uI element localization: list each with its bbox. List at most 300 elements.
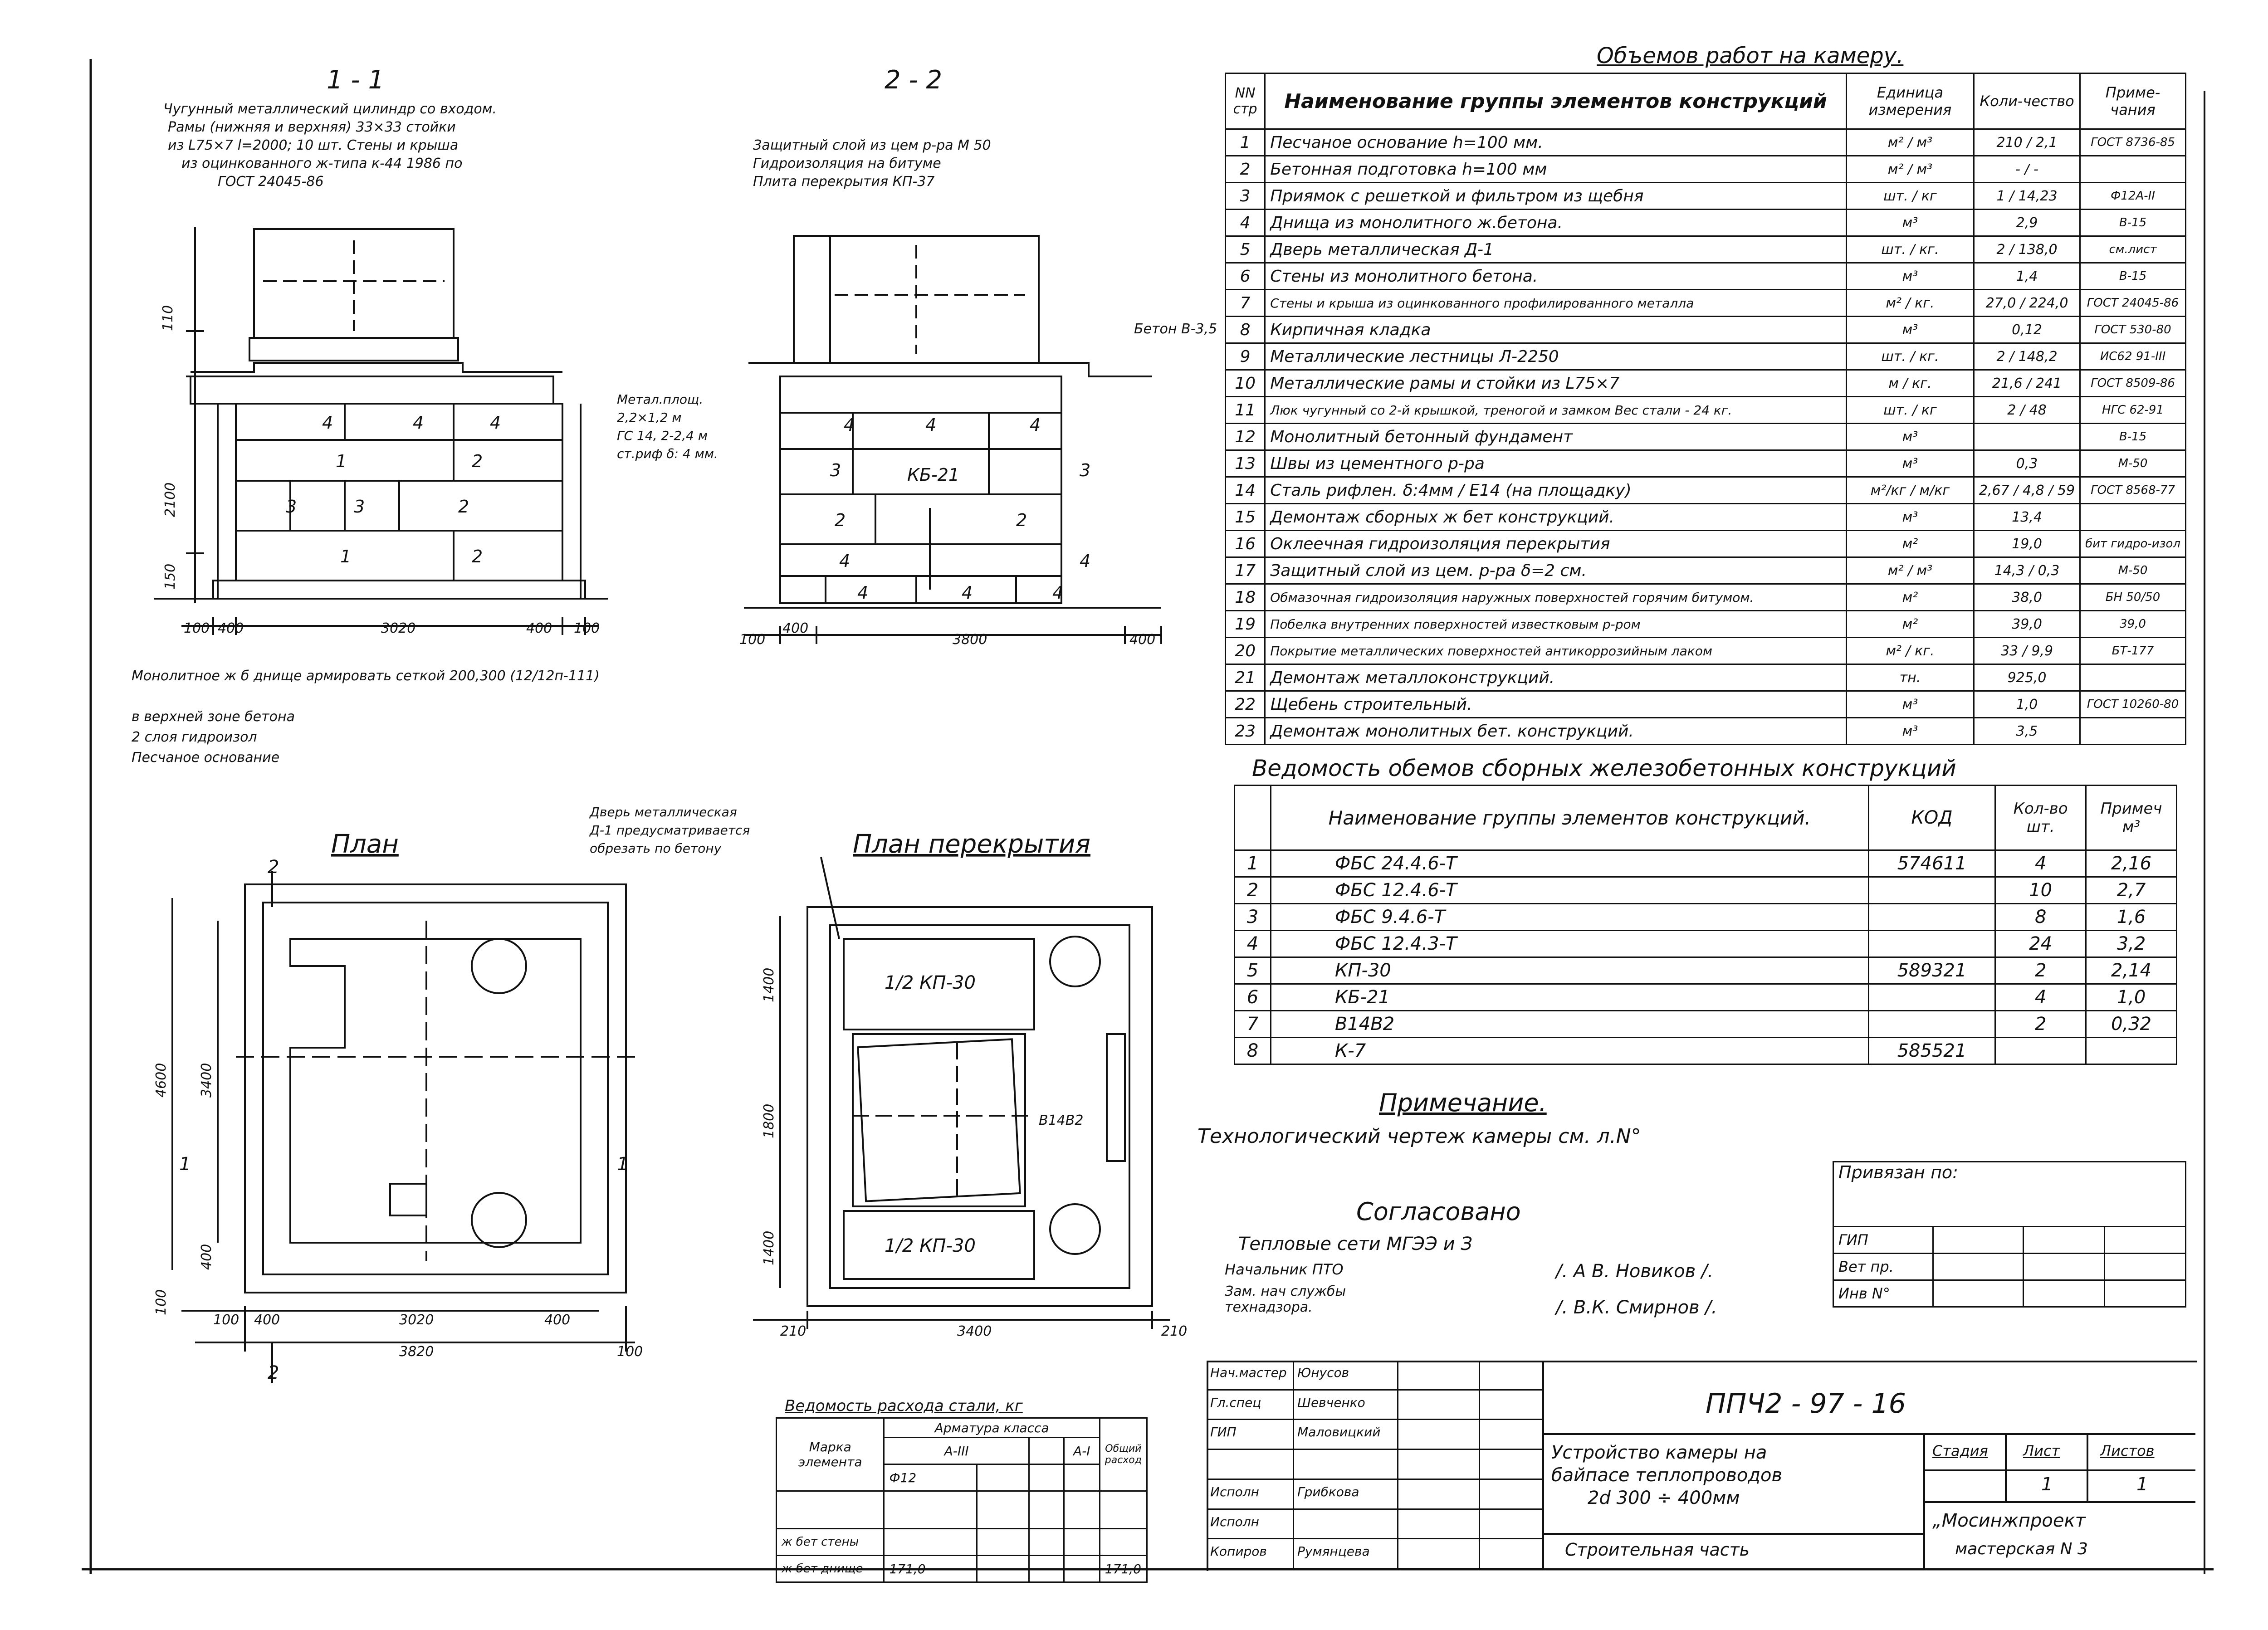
dim-label: 400 xyxy=(544,1312,571,1328)
steel-header-cell: Марка элемента xyxy=(777,1418,884,1491)
dim-label: 3820 xyxy=(399,1344,434,1360)
precast-row-code xyxy=(1868,931,1995,957)
works-row-number: 22 xyxy=(1226,691,1265,718)
block-label: 4 xyxy=(844,415,855,435)
works-row-note xyxy=(2080,504,2186,531)
works-row-name: Оклеечная гидроизоляция перекрытия xyxy=(1265,531,1847,557)
title-block-divider xyxy=(2005,1433,2007,1501)
works-row-note: ГОСТ 8509-86 xyxy=(2080,370,2186,397)
dim-label: 400 xyxy=(782,620,809,636)
works-row xyxy=(1226,290,2186,317)
works-row-note: ГОСТ 8736-85 xyxy=(2080,129,2186,156)
works-row-name: Бетонная подготовка h=100 мм xyxy=(1265,156,1847,183)
works-row-name: Металлические лестницы Л-2250 xyxy=(1265,343,1847,370)
dim-label: 400 xyxy=(526,620,552,636)
works-row xyxy=(1226,584,2186,611)
works-row-unit: м² / м³ xyxy=(1846,156,1974,183)
precast-row-count: 10 xyxy=(1995,877,2086,904)
works-row-name: Монолитный бетонный фундамент xyxy=(1265,424,1847,450)
works-row xyxy=(1226,424,2186,450)
works-row-name: Обмазочная гидроизоляция наружных поверхностей горячим битумом. xyxy=(1265,584,1847,611)
privyazan-table xyxy=(1833,1161,2186,1308)
precast-row-count: 4 xyxy=(1995,850,2086,877)
steel-row-value xyxy=(1100,1529,1147,1556)
precast-row xyxy=(1235,850,2177,877)
works-row-note: М-50 xyxy=(2080,450,2186,477)
block-label: 2 xyxy=(472,547,483,566)
section-2-2-title: 2 - 2 xyxy=(885,65,943,95)
dim-label: 100 xyxy=(739,632,766,648)
dim-label: 400 xyxy=(254,1312,280,1328)
precast-header-cell: Примеч м³ xyxy=(2086,786,2177,850)
sheets-header: Листов xyxy=(2100,1442,2155,1459)
works-row-number: 3 xyxy=(1226,183,1265,210)
sheet-header: Лист xyxy=(2023,1442,2060,1459)
precast-header-cell xyxy=(1235,786,1271,850)
block-label: 1 xyxy=(340,547,352,566)
works-row-quantity: 1,0 xyxy=(1974,691,2080,718)
stamp-divider xyxy=(1293,1391,1294,1419)
works-row-number: 21 xyxy=(1226,664,1265,691)
works-row-unit: м² xyxy=(1846,611,1974,638)
works-row xyxy=(1226,210,2186,236)
precast-row-name: ФБС 9.4.6-Т xyxy=(1271,904,1868,931)
stamp-divider xyxy=(1293,1450,1294,1479)
stamp-divider xyxy=(1293,1539,1294,1568)
works-row xyxy=(1226,450,2186,477)
precast-row-volume: 1,0 xyxy=(2086,984,2177,1011)
works-row xyxy=(1226,397,2186,424)
dim-label: 210 xyxy=(1161,1323,1188,1339)
block-label: 4 xyxy=(839,551,850,571)
works-row xyxy=(1226,263,2186,290)
works-row-unit: м³ xyxy=(1846,424,1974,450)
steel-subheader: А-III xyxy=(884,1438,1029,1464)
precast-row-count: 4 xyxy=(1995,984,2086,1011)
block-label: 4 xyxy=(413,413,424,433)
works-row-number: 13 xyxy=(1226,450,1265,477)
block-label: 3 xyxy=(1080,460,1091,480)
stamp-divider xyxy=(1479,1361,1480,1389)
precast-row-number: 3 xyxy=(1235,904,1271,931)
stamp-divider xyxy=(1397,1391,1398,1419)
section-2-2-block-labels xyxy=(830,415,1090,603)
works-row-note xyxy=(2080,718,2186,745)
works-row xyxy=(1226,129,2186,156)
steel-row-value: 171,0 xyxy=(884,1556,977,1582)
block-label: 3 xyxy=(286,497,297,517)
steel-row-label: ж бет стены xyxy=(777,1529,884,1556)
stamp-divider xyxy=(1397,1480,1398,1508)
agreed-org: Тепловые сети МГЭЭ и З xyxy=(1238,1234,1473,1254)
works-row-name: Демонтаж монолитных бет. конструкций. xyxy=(1265,718,1847,745)
precast-row-name: КБ-21 xyxy=(1271,984,1868,1011)
dim-label: 3020 xyxy=(399,1312,434,1328)
section-1-1-block-labels xyxy=(286,413,501,566)
works-row-name: Стены из монолитного бетона. xyxy=(1265,263,1847,290)
stamp-divider xyxy=(1397,1361,1398,1389)
plan-cover-drawing xyxy=(753,857,1170,1329)
section-2-2-notes xyxy=(753,137,991,190)
works-row-quantity: 2,67 / 4,8 / 59 xyxy=(1974,477,2080,504)
section-mark: 1 xyxy=(179,1154,191,1175)
works-row-unit: шт. / кг xyxy=(1846,183,1974,210)
works-row-unit: шт. / кг xyxy=(1846,397,1974,424)
block-label: 2 xyxy=(458,497,469,517)
works-row-number: 15 xyxy=(1226,504,1265,531)
stamp-person-row xyxy=(1207,1361,1542,1391)
organization-unit: мастерская N 3 xyxy=(1955,1540,2088,1558)
plan-cover-labels xyxy=(885,972,1083,1256)
steel-row-value: 171,0 xyxy=(1100,1556,1147,1582)
works-row-unit: м / кг. xyxy=(1846,370,1974,397)
works-row-unit: м³ xyxy=(1846,263,1974,290)
works-row-unit: м³ xyxy=(1846,450,1974,477)
precast-row-count: 8 xyxy=(1995,904,2086,931)
section-2-2-note: Плита перекрытия КП-37 xyxy=(753,174,935,190)
works-row-unit: м² xyxy=(1846,531,1974,557)
foundation-note: в верхней зоне бетона xyxy=(132,709,295,725)
works-row-note: см.лист xyxy=(2080,236,2186,263)
drawing-part: Строительная часть xyxy=(1565,1540,1750,1560)
precast-row-volume xyxy=(2086,1038,2177,1064)
stamp-role: ГИП xyxy=(1210,1425,1237,1440)
works-row-number: 1 xyxy=(1226,129,1265,156)
works-row-name: Щебень строительный. xyxy=(1265,691,1847,718)
precast-row-code xyxy=(1868,1011,1995,1038)
works-row-note: В-15 xyxy=(2080,424,2186,450)
precast-row-code: 589321 xyxy=(1868,957,1995,984)
stamp-divider xyxy=(1397,1420,1398,1449)
works-row-number: 17 xyxy=(1226,557,1265,584)
precast-row-name: ФБС 12.4.6-Т xyxy=(1271,877,1868,904)
steel-diameter: Ф12 xyxy=(884,1464,977,1491)
drawing-code: ППЧ2 - 97 - 16 xyxy=(1706,1388,1906,1420)
plan-cover-note-line: обрезать по бетону xyxy=(590,841,722,856)
dim-label: 100 xyxy=(574,620,600,636)
works-row-note: ГОСТ 8568-77 xyxy=(2080,477,2186,504)
works-row-unit: м³ xyxy=(1846,210,1974,236)
stamp-name: Румянцева xyxy=(1297,1544,1370,1559)
steel-table-title: Ведомость расхода стали, кг xyxy=(785,1397,1023,1415)
section-1-1-note: Рамы (нижняя и верхняя) 33×33 стойки xyxy=(168,119,456,135)
plan-title: План xyxy=(331,830,399,859)
works-row-name: Днища из монолитного ж.бетона. xyxy=(1265,210,1847,236)
works-row-name: Стены и крыша из оцинкованного профилированного металла xyxy=(1265,290,1847,317)
precast-header-cell: Кол-во шт. xyxy=(1995,786,2086,850)
dim-label: 210 xyxy=(780,1323,807,1339)
works-header-cell: Приме-чания xyxy=(2080,73,2186,129)
stamp-divider xyxy=(1293,1420,1294,1449)
works-row-name: Люк чугунный со 2-й крышкой, треногой и замком Вес стали - 24 кг. xyxy=(1265,397,1847,424)
drawing-title-line: Устройство камеры на xyxy=(1551,1442,1767,1463)
precast-row-code xyxy=(1868,904,1995,931)
block-label: 4 xyxy=(1052,583,1064,603)
agreed-role: Зам. нач службы технадзора. xyxy=(1225,1284,1346,1315)
works-row xyxy=(1226,504,2186,531)
dim-label: 400 xyxy=(218,620,244,636)
stamp-people xyxy=(1207,1361,1542,1569)
stamp-person-row xyxy=(1207,1510,1542,1540)
stamp-role: Исполн xyxy=(1210,1514,1259,1529)
works-row-number: 2 xyxy=(1226,156,1265,183)
works-header-cell: Наименование группы элементов конструкций xyxy=(1265,73,1847,129)
works-row-quantity: 19,0 xyxy=(1974,531,2080,557)
works-row xyxy=(1226,477,2186,504)
works-row-unit: м³ xyxy=(1846,691,1974,718)
dim-label: 1400 xyxy=(761,1230,777,1265)
works-row-number: 20 xyxy=(1226,638,1265,664)
precast-table xyxy=(1234,785,2177,1065)
works-row-name: Металлические рамы и стойки из L75×7 xyxy=(1265,370,1847,397)
plan-section-marks xyxy=(179,857,628,1383)
works-row-note: ГОСТ 24045-86 xyxy=(2080,290,2186,317)
steel-row-value xyxy=(884,1529,977,1556)
works-row-number: 8 xyxy=(1226,317,1265,343)
block-label: 4 xyxy=(322,413,333,433)
works-header-cell: Единица измерения xyxy=(1846,73,1974,129)
steel-subheader: А-I xyxy=(1064,1438,1100,1464)
dim-label: 3800 xyxy=(953,632,987,648)
section-1-1-note: Чугунный металлический цилиндр со входом. xyxy=(163,101,497,117)
works-row-name: Побелка внутренних поверхностей известковым р-ром xyxy=(1265,611,1847,638)
works-row-quantity: 0,12 xyxy=(1974,317,2080,343)
plan-dims xyxy=(153,1063,643,1360)
slab-label: 1/2 КП-30 xyxy=(885,972,976,993)
precast-row-number: 4 xyxy=(1235,931,1271,957)
stamp-divider xyxy=(1479,1391,1480,1419)
precast-row-volume: 3,2 xyxy=(2086,931,2177,957)
steel-header-cell: Общий расход xyxy=(1100,1418,1147,1491)
works-row-number: 11 xyxy=(1226,397,1265,424)
block-label: 3 xyxy=(354,497,365,517)
section-1-1-drawing xyxy=(154,227,608,635)
stamp-divider xyxy=(1479,1539,1480,1568)
stamp-divider xyxy=(1293,1510,1294,1538)
works-row xyxy=(1226,557,2186,584)
dim-label: 100 xyxy=(153,1289,169,1315)
kb-label: КБ-21 xyxy=(907,465,960,485)
precast-row-number: 1 xyxy=(1235,850,1271,877)
works-row-quantity: 39,0 xyxy=(1974,611,2080,638)
works-row-name: Демонтаж сборных ж бет конструкций. xyxy=(1265,504,1847,531)
stamp-person-row xyxy=(1207,1539,1542,1569)
precast-row xyxy=(1235,904,2177,931)
block-label: 4 xyxy=(857,583,869,603)
stamp-role: Копиров xyxy=(1210,1544,1267,1559)
agreed-role: Начальник ПТО xyxy=(1225,1261,1344,1278)
precast-row xyxy=(1235,1038,2177,1064)
section-1-1-title: 1 - 1 xyxy=(327,65,385,95)
plan-cover-title: План перекрытия xyxy=(853,830,1090,859)
works-row xyxy=(1226,691,2186,718)
stamp-divider xyxy=(1479,1510,1480,1538)
works-row-quantity: 0,3 xyxy=(1974,450,2080,477)
block-label: 1 xyxy=(336,451,347,471)
works-row-number: 16 xyxy=(1226,531,1265,557)
stamp-person-row xyxy=(1207,1420,1542,1450)
works-row-note: БН 50/50 xyxy=(2080,584,2186,611)
precast-row xyxy=(1235,957,2177,984)
privyazan-row-label: Вет пр. xyxy=(1833,1254,1933,1280)
note-text: Технологический чертеж камеры см. л.N° xyxy=(1198,1125,1641,1148)
steel-table xyxy=(776,1417,1148,1583)
precast-row-name: ФБС 12.4.3-Т xyxy=(1271,931,1868,957)
works-row-note: В-15 xyxy=(2080,210,2186,236)
section-mark: 2 xyxy=(268,1362,279,1383)
title-block-divider xyxy=(2087,1433,2088,1501)
stamp-divider xyxy=(1479,1480,1480,1508)
works-row-quantity: 13,4 xyxy=(1974,504,2080,531)
dim-label: 150 xyxy=(162,563,178,590)
works-row-note: Ф12А-II xyxy=(2080,183,2186,210)
title-block-divider xyxy=(1542,1533,1923,1535)
works-row xyxy=(1226,718,2186,745)
dim-label: 100 xyxy=(617,1344,643,1360)
drawing-title-line: байпасе теплопроводов xyxy=(1551,1465,1783,1486)
section-2-2-drawing xyxy=(744,236,1161,644)
foundation-note: Песчаное основание xyxy=(132,750,280,766)
concrete-label: Бетон В-3,5 xyxy=(1134,321,1217,337)
precast-row-number: 8 xyxy=(1235,1038,1271,1064)
section-2-2-note: Гидроизоляция на битуме xyxy=(753,156,941,171)
works-row xyxy=(1226,343,2186,370)
precast-row-count: 2 xyxy=(1995,957,2086,984)
works-row-number: 12 xyxy=(1226,424,1265,450)
plan-cover-dims xyxy=(761,968,1187,1339)
works-row-unit: м³ xyxy=(1846,317,1974,343)
note-title: Примечание. xyxy=(1379,1088,1547,1117)
title-block-divider xyxy=(1542,1433,2195,1435)
precast-row-code xyxy=(1868,984,1995,1011)
sheet-value: 1 xyxy=(2041,1474,2053,1495)
works-row-number: 5 xyxy=(1226,236,1265,263)
precast-row-name: К-7 xyxy=(1271,1038,1868,1064)
stamp-name: Шевченко xyxy=(1297,1395,1365,1410)
works-row-number: 10 xyxy=(1226,370,1265,397)
sheets-value: 1 xyxy=(2136,1474,2148,1495)
works-row-quantity xyxy=(1974,424,2080,450)
beam-label: В14В2 xyxy=(1039,1113,1084,1128)
works-row-number: 6 xyxy=(1226,263,1265,290)
works-row-note: ИС62 91-III xyxy=(2080,343,2186,370)
precast-row-code: 574611 xyxy=(1868,850,1995,877)
section-1-1-dims xyxy=(160,305,600,636)
works-row-number: 4 xyxy=(1226,210,1265,236)
works-row-number: 9 xyxy=(1226,343,1265,370)
works-row-unit: м² / кг. xyxy=(1846,290,1974,317)
works-row-unit: м² / кг. xyxy=(1846,638,1974,664)
works-row-name: Дверь металлическая Д-1 xyxy=(1265,236,1847,263)
section-1-1-note: из L75×7 l=2000; 10 шт. Стены и крыша xyxy=(168,137,459,153)
stamp-divider xyxy=(1397,1510,1398,1538)
stamp-divider xyxy=(1293,1480,1294,1508)
dim-label: 400 xyxy=(1129,632,1156,648)
works-row xyxy=(1226,638,2186,664)
block-label: 2 xyxy=(835,510,846,530)
organization-name: „Мосинжпроект xyxy=(1932,1510,2086,1531)
dim-label: 100 xyxy=(184,620,210,636)
section-1-1-note: из оцинкованного ж-типа к-44 1986 по xyxy=(181,156,463,171)
works-row-unit: шт. / кг. xyxy=(1846,343,1974,370)
precast-row-number: 5 xyxy=(1235,957,1271,984)
precast-row-name: КП-30 xyxy=(1271,957,1868,984)
plan-drawing xyxy=(172,871,635,1383)
dim-label: 3400 xyxy=(957,1323,992,1339)
works-header-cell: NN стр xyxy=(1226,73,1265,129)
plate-note-line: ст.риф δ: 4 мм. xyxy=(617,446,718,461)
block-label: 4 xyxy=(490,413,501,433)
plan-cover-note-line: Д-1 предусматривается xyxy=(590,823,750,838)
works-row-quantity: 2 / 148,2 xyxy=(1974,343,2080,370)
works-row-note: В-15 xyxy=(2080,263,2186,290)
works-row-unit: м³ xyxy=(1846,718,1974,745)
works-row-quantity: 2 / 138,0 xyxy=(1974,236,2080,263)
precast-row xyxy=(1235,984,2177,1011)
foundation-notes xyxy=(132,668,600,766)
works-row-note: НГС 62-91 xyxy=(2080,397,2186,424)
works-row-unit: шт. / кг. xyxy=(1846,236,1974,263)
precast-table-title: Ведомость обемов сборных железобетонных конструкций xyxy=(1252,755,1956,781)
works-row xyxy=(1226,531,2186,557)
works-row-quantity: 14,3 / 0,3 xyxy=(1974,557,2080,584)
works-row xyxy=(1226,236,2186,263)
block-label: 4 xyxy=(962,583,973,603)
plate-note-line: Метал.площ. xyxy=(617,392,704,407)
precast-header-cell: КОД xyxy=(1868,786,1995,850)
works-row-note: ГОСТ 10260-80 xyxy=(2080,691,2186,718)
works-row xyxy=(1226,370,2186,397)
works-row-unit: м² xyxy=(1846,584,1974,611)
section-1-1-notes xyxy=(163,101,497,190)
works-row-number: 19 xyxy=(1226,611,1265,638)
works-row xyxy=(1226,611,2186,638)
slab-label: 1/2 КП-30 xyxy=(885,1235,976,1256)
stamp-person-row xyxy=(1207,1391,1542,1420)
works-row-note: М-50 xyxy=(2080,557,2186,584)
foundation-note: Монолитное ж б днище армировать сеткой 200,300 (12/12п-111) xyxy=(132,668,600,684)
precast-row-volume: 2,7 xyxy=(2086,877,2177,904)
works-row-name: Защитный слой из цем. р-ра δ=2 см. xyxy=(1265,557,1847,584)
works-row-unit: м² / м³ xyxy=(1846,129,1974,156)
works-row xyxy=(1226,664,2186,691)
stamp-role: Нач.мастер xyxy=(1210,1365,1287,1380)
precast-row-number: 6 xyxy=(1235,984,1271,1011)
plan-cover-note xyxy=(589,805,750,856)
stamp-name: Маловицкий xyxy=(1297,1425,1381,1440)
privyazan-row-label: ГИП xyxy=(1833,1227,1933,1254)
stamp-role: Исполн xyxy=(1210,1484,1259,1499)
precast-row-volume: 2,14 xyxy=(2086,957,2177,984)
steel-header-cell: Арматура класса xyxy=(884,1418,1100,1438)
works-row-note: ГОСТ 530-80 xyxy=(2080,317,2186,343)
precast-row-name: ФБС 24.4.6-Т xyxy=(1271,850,1868,877)
block-label: 2 xyxy=(472,451,483,471)
title-block-divider xyxy=(1923,1469,2195,1471)
plate-note xyxy=(617,392,718,461)
stamp-divider xyxy=(1479,1450,1480,1479)
works-row-note: бит гидро-изол xyxy=(2080,531,2186,557)
title-block-divider xyxy=(1542,1361,1544,1569)
works-row-quantity: 38,0 xyxy=(1974,584,2080,611)
precast-row-count: 24 xyxy=(1995,931,2086,957)
works-row xyxy=(1226,156,2186,183)
works-row-quantity: 210 / 2,1 xyxy=(1974,129,2080,156)
precast-row xyxy=(1235,931,2177,957)
section-mark: 1 xyxy=(617,1154,629,1175)
works-row-name: Сталь рифлен. δ:4мм / Е14 (на площадку) xyxy=(1265,477,1847,504)
section-mark: 2 xyxy=(268,857,279,878)
